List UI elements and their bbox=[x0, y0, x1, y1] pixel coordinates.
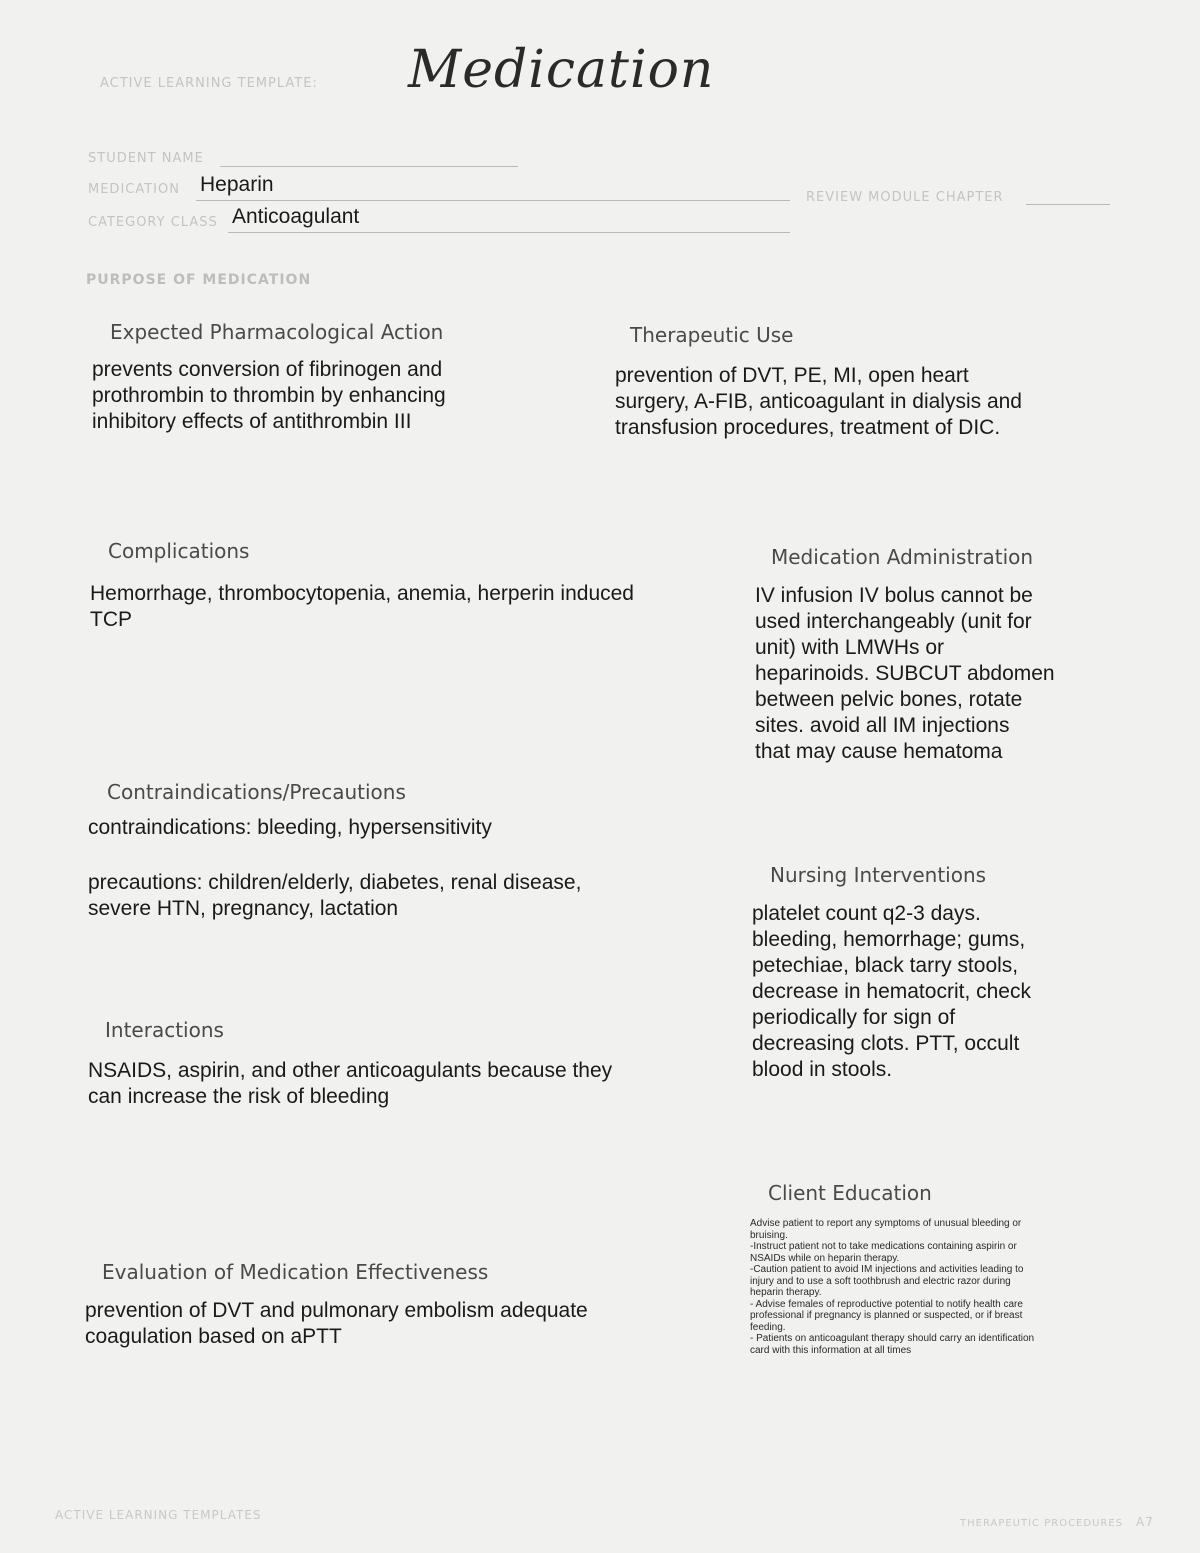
evaluation-body: prevention of DVT and pulmonary embolism adequate coagulation based on aPTT bbox=[85, 1299, 588, 1348]
client-education-heading: Client Education bbox=[768, 1181, 932, 1205]
page-title: Medication bbox=[408, 40, 715, 100]
evaluation-heading: Evaluation of Medication Effectiveness bbox=[102, 1260, 489, 1284]
therapeutic-use-body: prevention of DVT, PE, MI, open heart surgery, A-FIB, anticoagulant in dialysis and transfusion procedures, treatment of DIC. bbox=[615, 364, 1022, 439]
template-label: ACTIVE LEARNING TEMPLATE: bbox=[100, 76, 318, 91]
footer-page-number: A7 bbox=[1136, 1515, 1154, 1529]
administration-heading: Medication Administration bbox=[771, 545, 1034, 569]
expected-action-section bbox=[110, 320, 443, 344]
category-value[interactable]: Anticoagulant bbox=[232, 205, 360, 228]
footer-left: ACTIVE LEARNING TEMPLATES bbox=[55, 1508, 262, 1522]
expected-action-body: prevents conversion of fibrinogen and prothrombin to thrombin by enhancing inhibitory effects of antithrombin III bbox=[92, 358, 446, 433]
therapeutic-use-heading: Therapeutic Use bbox=[630, 323, 794, 347]
medication-line bbox=[196, 200, 790, 201]
client-education-body: Advise patient to report any symptoms of unusual bleeding or bruising. -Instruct patient not to take medications containing aspirin or NSAIDs while on heparin therapy. -Caution patient to avoid IM injections and activities leading to injury and to use a soft toothbrush and electric razor during heparin therapy. - Advise females of reproductive potential to notify health care professional if pregnancy is planned or suspected, or if breast feeding. - Patients on anticoagulant therapy should carry an identification card with this information at all times bbox=[750, 1218, 1035, 1356]
contraindications-heading: Contraindications/Precautions bbox=[107, 780, 406, 804]
precautions-body: precautions: children/elderly, diabetes, renal disease, severe HTN, pregnancy, lactation bbox=[88, 871, 582, 920]
student-name-label: STUDENT NAME bbox=[88, 151, 204, 166]
administration-body: IV infusion IV bolus cannot be used interchangeably (unit for unit) with LMWHs or heparinoids. SUBCUT abdomen between pelvic bones, rotate sites. avoid all IM injections that may cause hematoma bbox=[755, 584, 1055, 763]
nursing-heading: Nursing Interventions bbox=[770, 863, 987, 887]
expected-action-heading: Expected Pharmacological Action bbox=[110, 320, 444, 344]
complications-body: Hemorrhage, thrombocytopenia, anemia, herperin induced TCP bbox=[90, 582, 634, 631]
purpose-label: PURPOSE OF MEDICATION bbox=[86, 272, 312, 288]
review-module-line bbox=[1026, 204, 1110, 205]
medication-value[interactable]: Heparin bbox=[200, 173, 274, 196]
student-name-line bbox=[220, 166, 518, 167]
review-module-label: REVIEW MODULE CHAPTER bbox=[806, 190, 1004, 205]
complications-heading: Complications bbox=[108, 539, 250, 563]
category-label: CATEGORY CLASS bbox=[88, 215, 218, 230]
interactions-body: NSAIDS, aspirin, and other anticoagulants because they can increase the risk of bleeding bbox=[88, 1059, 613, 1108]
interactions-heading: Interactions bbox=[105, 1018, 224, 1042]
nursing-body: platelet count q2-3 days. bleeding, hemorrhage; gums, petechiae, black tarry stools, decrease in hematocrit, check periodically for sign of decreasing clots. PTT, occult blood in stools. bbox=[752, 902, 1031, 1081]
contraindications-body: contraindications: bleeding, hypersensitivity bbox=[88, 816, 492, 839]
footer-right-label: THERAPEUTIC PROCEDURES bbox=[960, 1518, 1124, 1529]
medication-label: MEDICATION bbox=[88, 182, 180, 197]
category-line bbox=[228, 232, 790, 233]
